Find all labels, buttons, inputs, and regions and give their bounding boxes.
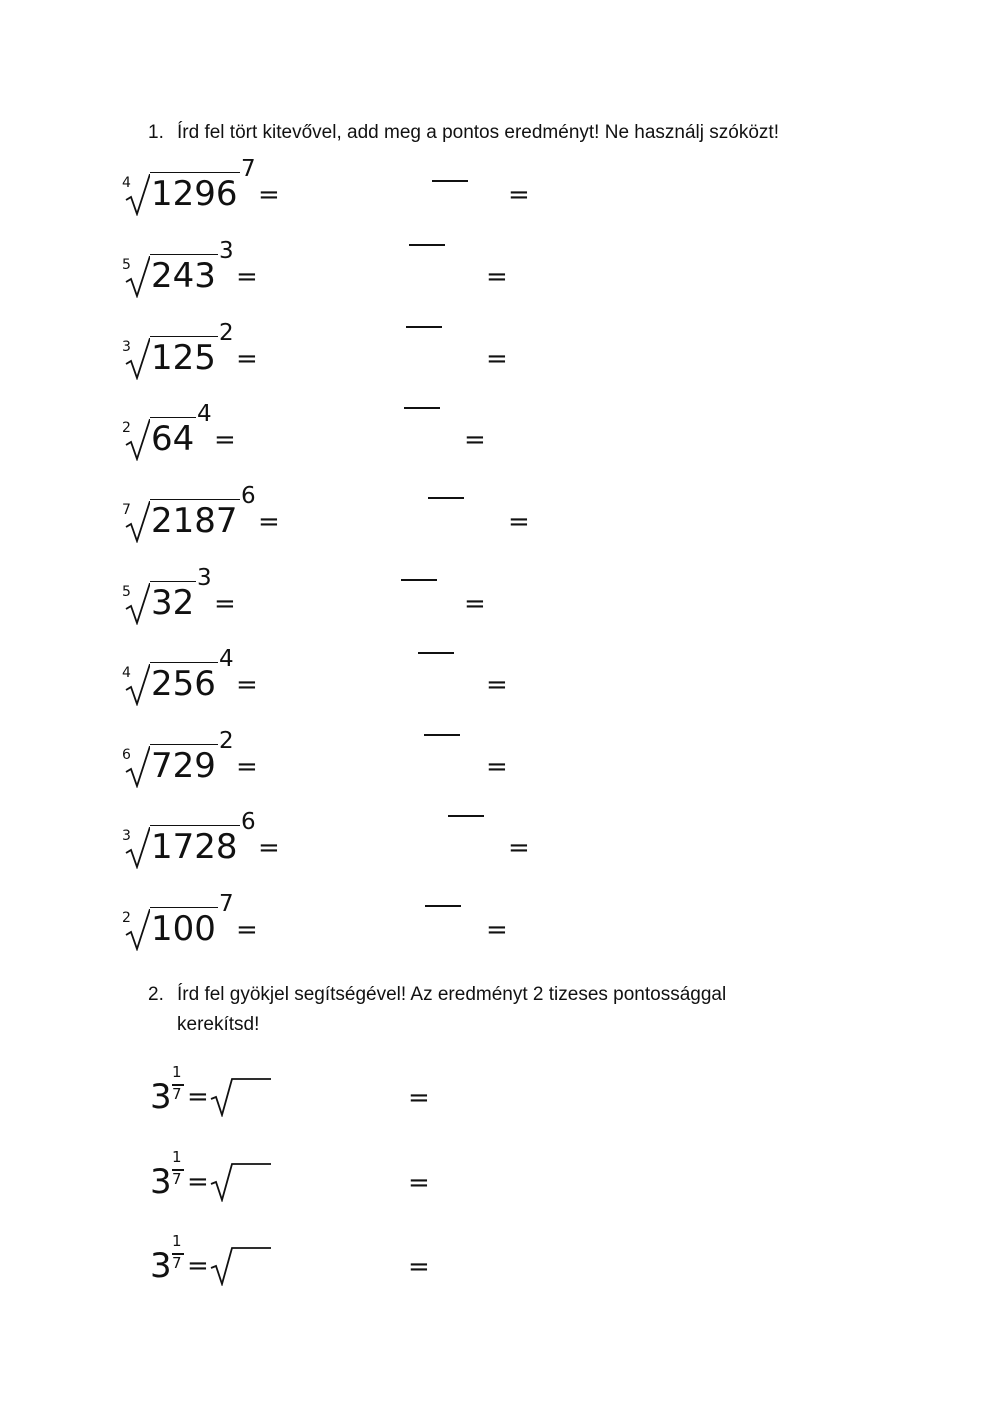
fraction-answer-bar[interactable] <box>424 734 460 736</box>
exponent: 7 <box>219 891 234 917</box>
result-equals-sign: = <box>408 1252 430 1282</box>
exponent-numerator: 1 <box>172 1232 182 1250</box>
radicand: 729 <box>151 746 216 786</box>
equals-sign: = <box>258 833 280 863</box>
exponent-numerator: 1 <box>172 1148 182 1166</box>
power-exercise-row <box>0 1063 1000 1123</box>
root-index: 7 <box>122 502 131 518</box>
result-equals-sign: = <box>408 1168 430 1198</box>
radical-sign-icon <box>124 746 150 788</box>
root-exercise-row <box>0 646 1000 710</box>
empty-root-answer-icon[interactable] <box>210 1162 272 1202</box>
exponent: 6 <box>241 483 256 509</box>
fraction-answer-bar[interactable] <box>404 407 440 409</box>
fraction-answer-bar[interactable] <box>406 326 442 328</box>
root-index: 2 <box>122 910 131 926</box>
exponent: 2 <box>219 728 234 754</box>
root-index: 5 <box>122 584 131 600</box>
exponent-denominator: 7 <box>172 1254 182 1272</box>
equals-sign: = <box>258 507 280 537</box>
exponent: 6 <box>241 809 256 835</box>
root-exercise-row <box>0 891 1000 955</box>
root-exercise-row <box>0 565 1000 629</box>
task2-number: 2. <box>148 984 164 1005</box>
exponent-numerator: 1 <box>172 1063 182 1081</box>
power-base: 3 <box>150 1077 172 1117</box>
equals-sign: = <box>258 180 280 210</box>
radical-sign-icon <box>124 909 150 951</box>
fraction-answer-bar[interactable] <box>432 180 468 182</box>
task2-instruction-line1: Írd fel gyökjel segítségével! Az eredményt 2 tizeses pontossággal <box>177 984 727 1005</box>
result-equals-sign: = <box>464 589 486 619</box>
result-equals-sign: = <box>508 833 530 863</box>
root-index: 4 <box>122 175 131 191</box>
radicand: 243 <box>151 256 216 296</box>
equals-sign: = <box>236 752 258 782</box>
equals-sign: = <box>187 1251 209 1281</box>
task2-instruction <box>148 980 848 1040</box>
radicand: 2187 <box>151 501 238 541</box>
radical-sign-icon <box>124 501 150 543</box>
result-equals-sign: = <box>486 262 508 292</box>
result-equals-sign: = <box>508 180 530 210</box>
power-base: 3 <box>150 1162 172 1202</box>
empty-root-answer-icon[interactable] <box>210 1077 272 1117</box>
result-equals-sign: = <box>464 425 486 455</box>
root-exercise-row <box>0 401 1000 465</box>
equals-sign: = <box>236 915 258 945</box>
root-exercise-row <box>0 809 1000 873</box>
result-equals-sign: = <box>486 915 508 945</box>
equals-sign: = <box>236 262 258 292</box>
root-exercise-row <box>0 238 1000 302</box>
result-equals-sign: = <box>408 1083 430 1113</box>
task2-instruction-line2: kerekítsd! <box>177 1014 260 1035</box>
task1-instruction-text: Írd fel tört kitevővel, add meg a pontos eredményt! Ne használj szóközt! <box>177 122 779 143</box>
fraction-answer-bar[interactable] <box>448 815 484 817</box>
radicand: 1296 <box>151 174 238 214</box>
radicand: 100 <box>151 909 216 949</box>
fraction-answer-bar[interactable] <box>425 905 461 907</box>
exponent: 7 <box>241 156 256 182</box>
equals-sign: = <box>214 425 236 455</box>
root-exercise-row <box>0 320 1000 384</box>
exponent: 3 <box>219 238 234 264</box>
power-base: 3 <box>150 1246 172 1286</box>
radical-sign-icon <box>124 419 150 461</box>
radicand: 256 <box>151 664 216 704</box>
result-equals-sign: = <box>486 752 508 782</box>
root-index: 6 <box>122 747 131 763</box>
root-index: 3 <box>122 339 131 355</box>
radicand: 64 <box>151 419 195 459</box>
result-equals-sign: = <box>486 344 508 374</box>
equals-sign: = <box>236 670 258 700</box>
root-index: 5 <box>122 257 131 273</box>
equals-sign: = <box>214 589 236 619</box>
root-exercise-row <box>0 483 1000 547</box>
exponent: 2 <box>219 320 234 346</box>
task1-instruction <box>148 118 848 148</box>
result-equals-sign: = <box>508 507 530 537</box>
radical-sign-icon <box>124 174 150 216</box>
exponent-denominator: 7 <box>172 1085 182 1103</box>
radicand: 125 <box>151 338 216 378</box>
exponent: 3 <box>197 565 212 591</box>
fraction-answer-bar[interactable] <box>428 497 464 499</box>
result-equals-sign: = <box>486 670 508 700</box>
radicand: 32 <box>151 583 195 623</box>
root-index: 2 <box>122 420 131 436</box>
equals-sign: = <box>187 1082 209 1112</box>
radical-sign-icon <box>124 664 150 706</box>
power-exercise-row <box>0 1232 1000 1292</box>
exponent-denominator: 7 <box>172 1170 182 1188</box>
exponent: 4 <box>219 646 234 672</box>
root-exercise-row <box>0 728 1000 792</box>
power-exercise-row <box>0 1148 1000 1208</box>
fraction-answer-bar[interactable] <box>401 579 437 581</box>
equals-sign: = <box>236 344 258 374</box>
radicand: 1728 <box>151 827 238 867</box>
fraction-answer-bar[interactable] <box>418 652 454 654</box>
equals-sign: = <box>187 1167 209 1197</box>
root-index: 4 <box>122 665 131 681</box>
root-index: 3 <box>122 828 131 844</box>
radical-sign-icon <box>124 256 150 298</box>
radical-sign-icon <box>124 827 150 869</box>
empty-root-answer-icon[interactable] <box>210 1246 272 1286</box>
root-exercise-row <box>0 156 1000 220</box>
exponent: 4 <box>197 401 212 427</box>
radical-sign-icon <box>124 338 150 380</box>
task1-number: 1. <box>148 122 164 143</box>
fraction-answer-bar[interactable] <box>409 244 445 246</box>
radical-sign-icon <box>124 583 150 625</box>
